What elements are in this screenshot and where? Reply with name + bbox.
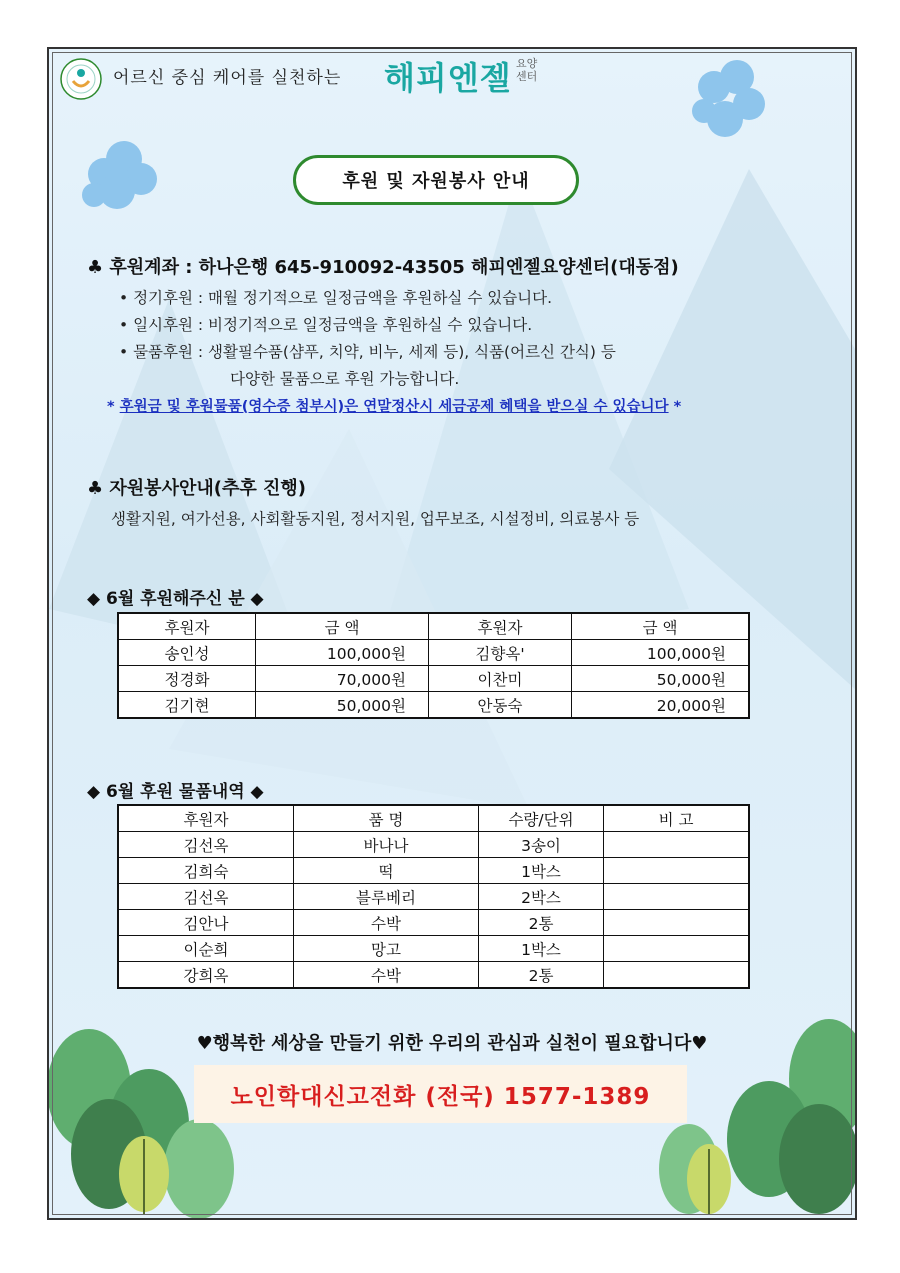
header-donor: 후원자 <box>118 805 294 832</box>
brand-suffix-bottom: 센터 <box>516 70 538 83</box>
donation-item-regular: • 정기후원 : 매월 정기적으로 일정금액을 후원하실 수 있습니다. <box>119 289 553 307</box>
donation-item-goods-cont: 다양한 물품으로 후원 가능합니다. <box>230 370 460 388</box>
goods-donation-table <box>117 804 750 989</box>
table-header-row <box>118 805 749 832</box>
money-donors-heading: ◆ 6월 후원해주신 분 ◆ <box>87 589 264 609</box>
header-donor: 후원자 <box>429 613 572 640</box>
header-item: 품 명 <box>294 805 479 832</box>
donation-item-goods: • 물품후원 : 생활필수품(샴푸, 치약, 비누, 세제 등), 식품(어르신 간식) 등 <box>119 343 616 361</box>
donation-item-onetime: • 일시후원 : 비정기적으로 일정금액을 후원하실 수 있습니다. <box>119 316 533 334</box>
volunteer-heading: ♣ 자원봉사안내(추후 진행) <box>87 478 307 499</box>
table-row: 정경화 70,000원 이찬미 50,000원 <box>118 666 749 692</box>
table-row: 김선옥 블루베리 2박스 <box>118 884 749 910</box>
brand-suffix <box>516 57 537 83</box>
center-seal-icon <box>59 57 103 101</box>
elder-abuse-hotline: 노인학대신고전화 (전국) 1577-1389 <box>194 1065 687 1123</box>
table-row: 김기현 50,000원 안동숙 20,000원 <box>118 692 749 719</box>
volunteer-areas: 생활지원, 여가선용, 사회활동지원, 정서지원, 업무보조, 시설정비, 의료봉사 등 <box>111 510 640 528</box>
closing-slogan: ♥행복한 세상을 만들기 위한 우리의 관심과 실천이 필요합니다♥ <box>196 1033 708 1054</box>
page-frame <box>47 47 857 1220</box>
table-row: 김선옥 바나나 3송이 <box>118 832 749 858</box>
brand-logo-text: 해피엔젤 <box>384 59 512 97</box>
money-donors-table <box>117 612 750 719</box>
header-quantity: 수량/단위 <box>479 805 604 832</box>
table-row: 김안나 수박 2통 <box>118 910 749 936</box>
brand-suffix-top: 요양 <box>516 57 538 70</box>
page-title: 후원 및 자원봉사 안내 <box>293 155 579 205</box>
table-row: 이순희 망고 1박스 <box>118 936 749 962</box>
header-amount: 금 액 <box>256 613 429 640</box>
tax-benefit-note-text: 후원금 및 후원물품(영수증 첨부시)은 연말정산시 세금공제 혜택을 받으실 수 있습니다 <box>119 399 669 415</box>
table-row: 송인성 100,000원 김향옥' 100,000원 <box>118 640 749 666</box>
table-header-row <box>118 613 749 640</box>
table-row: 김희숙 떡 1박스 <box>118 858 749 884</box>
header-donor: 후원자 <box>118 613 256 640</box>
tax-benefit-note: * 후원금 및 후원물품(영수증 첨부시)은 연말정산시 세금공제 혜택을 받으실 수 있습니다 * <box>107 399 682 415</box>
donation-account-heading: ♣ 후원계좌 : 하나은행 645-910092-43505 해피엔젤요양센터(대동점) <box>87 257 679 278</box>
header-slogan: 어르신 중심 케어를 실천하는 <box>113 68 342 88</box>
header-remark: 비 고 <box>604 805 750 832</box>
header-amount: 금 액 <box>572 613 750 640</box>
goods-heading: ◆ 6월 후원 물품내역 ◆ <box>87 782 264 802</box>
table-row: 강희옥 수박 2통 <box>118 962 749 989</box>
